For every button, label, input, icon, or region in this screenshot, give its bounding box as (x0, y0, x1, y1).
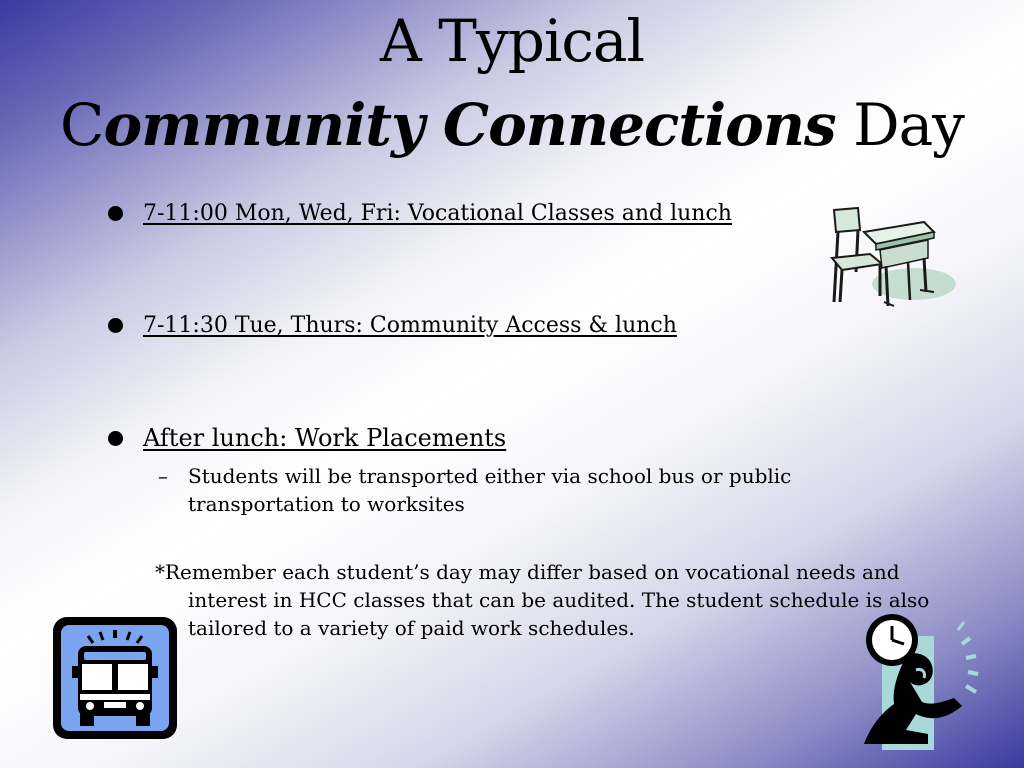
bullet-text: 7-11:30 Tue, Thurs: Community Access & lunch (143, 313, 677, 338)
sub-bullet-text: Students will be transported either via school bus or public transportation to worksites (188, 464, 792, 516)
bullet-text: 7-11:00 Mon, Wed, Fri: Vocational Classes and lunch (143, 201, 732, 226)
bullet-dot (108, 431, 123, 446)
note-text: *Remember each student’s day may differ based on vocational needs and interest in HCC classes that can be audited. The student schedule is also tailored to a variety of paid work schedules. (155, 560, 930, 640)
title-last-word: Day (835, 91, 964, 159)
running-clock-icon (858, 610, 984, 756)
slide-title-line1: A Typical (379, 7, 645, 75)
bullet-dot (108, 206, 123, 221)
title-first-letter: C (60, 91, 104, 159)
school-desk-icon (824, 202, 960, 318)
slide-title-line2 (0, 91, 1024, 159)
sub-bullet-dash: – (158, 464, 168, 488)
bullet-item (108, 201, 732, 226)
bullet-item (108, 424, 506, 452)
bullet-dot (108, 318, 123, 333)
bus-sign-icon (50, 614, 180, 742)
title-italic-text: ommunity Connections (103, 91, 836, 159)
sub-bullet (158, 462, 858, 518)
bullet-text: After lunch: Work Placements (143, 424, 507, 452)
bullet-item (108, 313, 677, 338)
